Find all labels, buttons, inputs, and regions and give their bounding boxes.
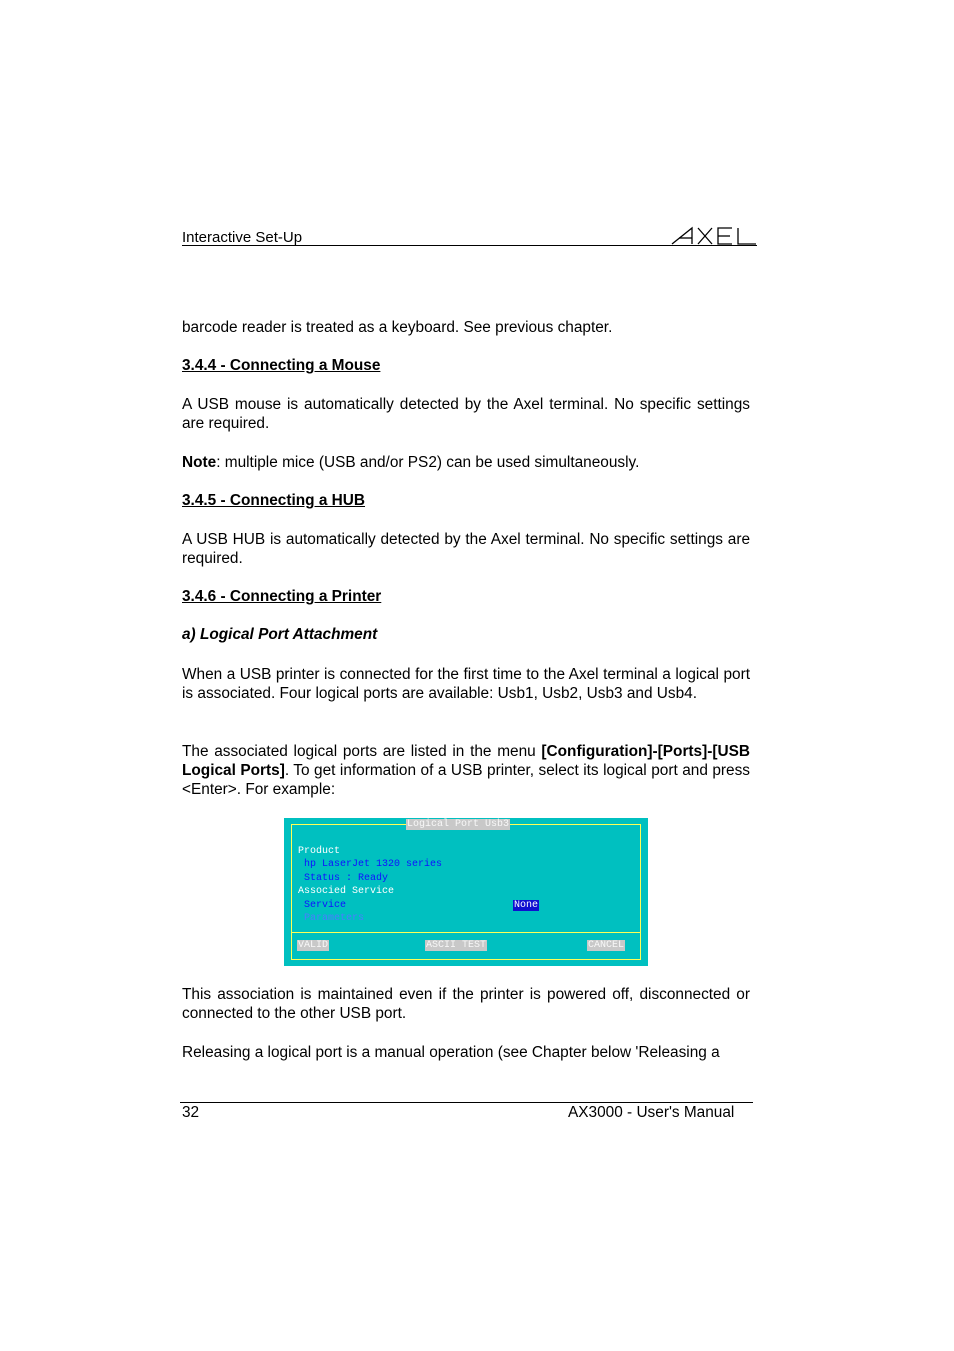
paragraph-barcode: barcode reader is treated as a keyboard. See previous chapter.: [182, 319, 613, 336]
menu-text-c: . To get information of a USB printer, select its logical port and press <Enter>. For example:: [182, 762, 750, 798]
axel-logo: [670, 226, 756, 246]
heading-connecting-printer: 3.4.6 - Connecting a Printer: [182, 588, 382, 605]
terminal-separator: [291, 932, 641, 933]
heading-connecting-mouse: 3.4.4 - Connecting a Mouse: [182, 357, 381, 374]
cancel-button[interactable]: CANCEL: [588, 940, 625, 951]
header-rule: [182, 245, 757, 246]
paragraph-hub: A USB HUB is automatically detected by the Axel terminal. No specific settings are required.: [182, 531, 750, 567]
associated-service-label: Associed Service: [298, 886, 395, 897]
paragraph-note: [182, 453, 750, 472]
paragraph-usb-printer: When a USB printer is connected for the first time to the Axel terminal a logical port is associated. Four logical ports are available: Usb1, Usb2, Usb3 and Usb4.: [182, 666, 750, 702]
heading-connecting-hub: 3.4.5 - Connecting a HUB: [182, 492, 366, 509]
paragraph-association-maintained: This association is maintained even if the printer is powered off, disconnected or connected to the other USB port.: [182, 986, 750, 1022]
manual-title: AX3000 - User's Manual: [568, 1104, 735, 1121]
ascii-test-button[interactable]: ASCII TEST: [426, 940, 487, 951]
valid-button[interactable]: VALID: [298, 940, 329, 951]
parameters-label[interactable]: Parameters: [304, 913, 365, 924]
menu-text-a: The associated logical ports are listed in the menu: [182, 743, 542, 760]
note-text: : multiple mice (USB and/or PS2) can be used simultaneously.: [216, 454, 640, 471]
note-label: Note: [182, 454, 217, 471]
menu-path: [Configuration]-[Ports]-[USB Logical Ports]: [182, 743, 750, 779]
terminal-screenshot: [284, 818, 648, 966]
service-value[interactable]: None: [514, 900, 539, 911]
product-name: hp LaserJet 1320 series: [304, 859, 443, 870]
status-text: Status : Ready: [304, 873, 389, 884]
paragraph-releasing: Releasing a logical port is a manual operation (see Chapter below 'Releasing a: [182, 1044, 720, 1061]
page-number: 32: [182, 1104, 200, 1121]
header-section-title: Interactive Set-Up: [182, 229, 303, 246]
paragraph-logical-ports-menu: [182, 742, 750, 799]
subheading-logical-port: a) Logical Port Attachment: [182, 626, 378, 643]
service-label[interactable]: Service: [304, 900, 347, 911]
terminal-title: Logical Port Usb3: [407, 819, 510, 830]
paragraph-mouse: A USB mouse is automatically detected by the Axel terminal. No specific settings are required.: [182, 396, 750, 432]
product-label: Product: [298, 846, 341, 857]
footer-rule: [180, 1102, 753, 1103]
